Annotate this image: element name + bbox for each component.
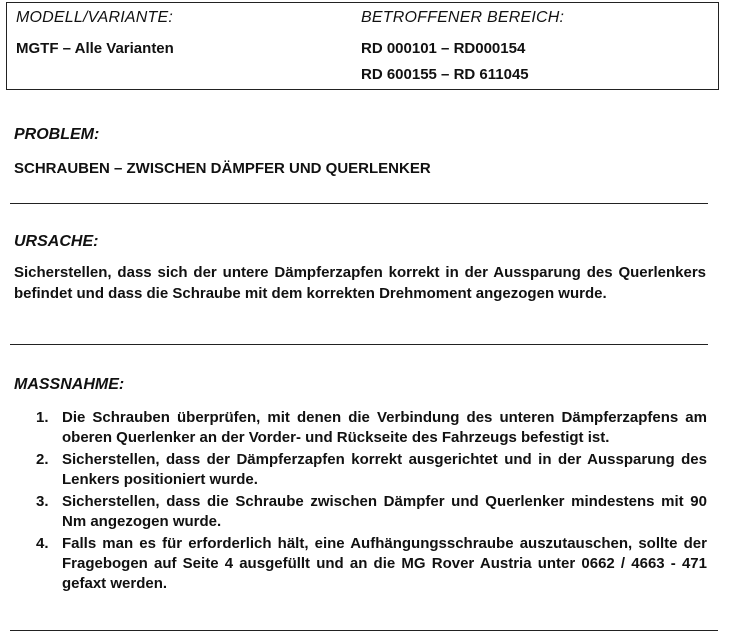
divider (10, 203, 708, 204)
step-text: Sicherstellen, dass die Schraube zwischen Dämpfer und Querlenker mindestens mit 90 Nm angezogen wurde. (62, 493, 707, 530)
vehicle-info-box (6, 2, 719, 90)
problem-title: PROBLEM: (14, 126, 100, 143)
measure-title: MASSNAHME: (14, 376, 125, 393)
cause-title: URSACHE: (14, 233, 99, 250)
list-item (36, 408, 707, 448)
step-number: 1. (36, 409, 49, 426)
measure-steps-list (36, 408, 707, 596)
list-item (36, 534, 707, 594)
list-item (36, 450, 707, 490)
cause-text: Sicherstellen, dass sich der untere Dämpferzapfen korrekt in der Aussparung des Querlenkers befindet und dass die Schraube mit dem korrekten Drehmoment angezogen wurde. (14, 264, 706, 302)
step-text: Falls man es für erforderlich hält, eine Aufhängungsschraube auszutauschen, sollte der Fragebogen auf Seite 4 ausgefüllt und an die MG Rover Austria unter 0662 / 4663 - 471 gefaxt werden. (62, 535, 707, 592)
step-text: Sicherstellen, dass der Dämpferzapfen korrekt ausgerichtet und in der Aussparung des Lenkers positioniert wurde. (62, 451, 707, 488)
step-number: 2. (36, 451, 49, 468)
divider (10, 344, 708, 345)
step-number: 4. (36, 535, 49, 552)
step-text: Die Schrauben überprüfen, mit denen die Verbindung des unteren Dämpferzapfens am oberen Querlenker an der Vorder- und Rückseite des Fahrzeugs befestigt ist. (62, 409, 707, 446)
list-item (36, 492, 707, 532)
range-label: BETROFFENER BEREICH: (361, 9, 565, 26)
problem-text: SCHRAUBEN – ZWISCHEN DÄMPFER UND QUERLENKER (14, 160, 431, 177)
step-number: 3. (36, 493, 49, 510)
range-value-1: RD 000101 – RD000154 (361, 40, 526, 57)
divider (10, 630, 718, 631)
model-label: MODELL/VARIANTE: (16, 9, 174, 26)
model-value: MGTF – Alle Varianten (16, 40, 174, 57)
range-value-2: RD 600155 – RD 611045 (361, 66, 529, 83)
